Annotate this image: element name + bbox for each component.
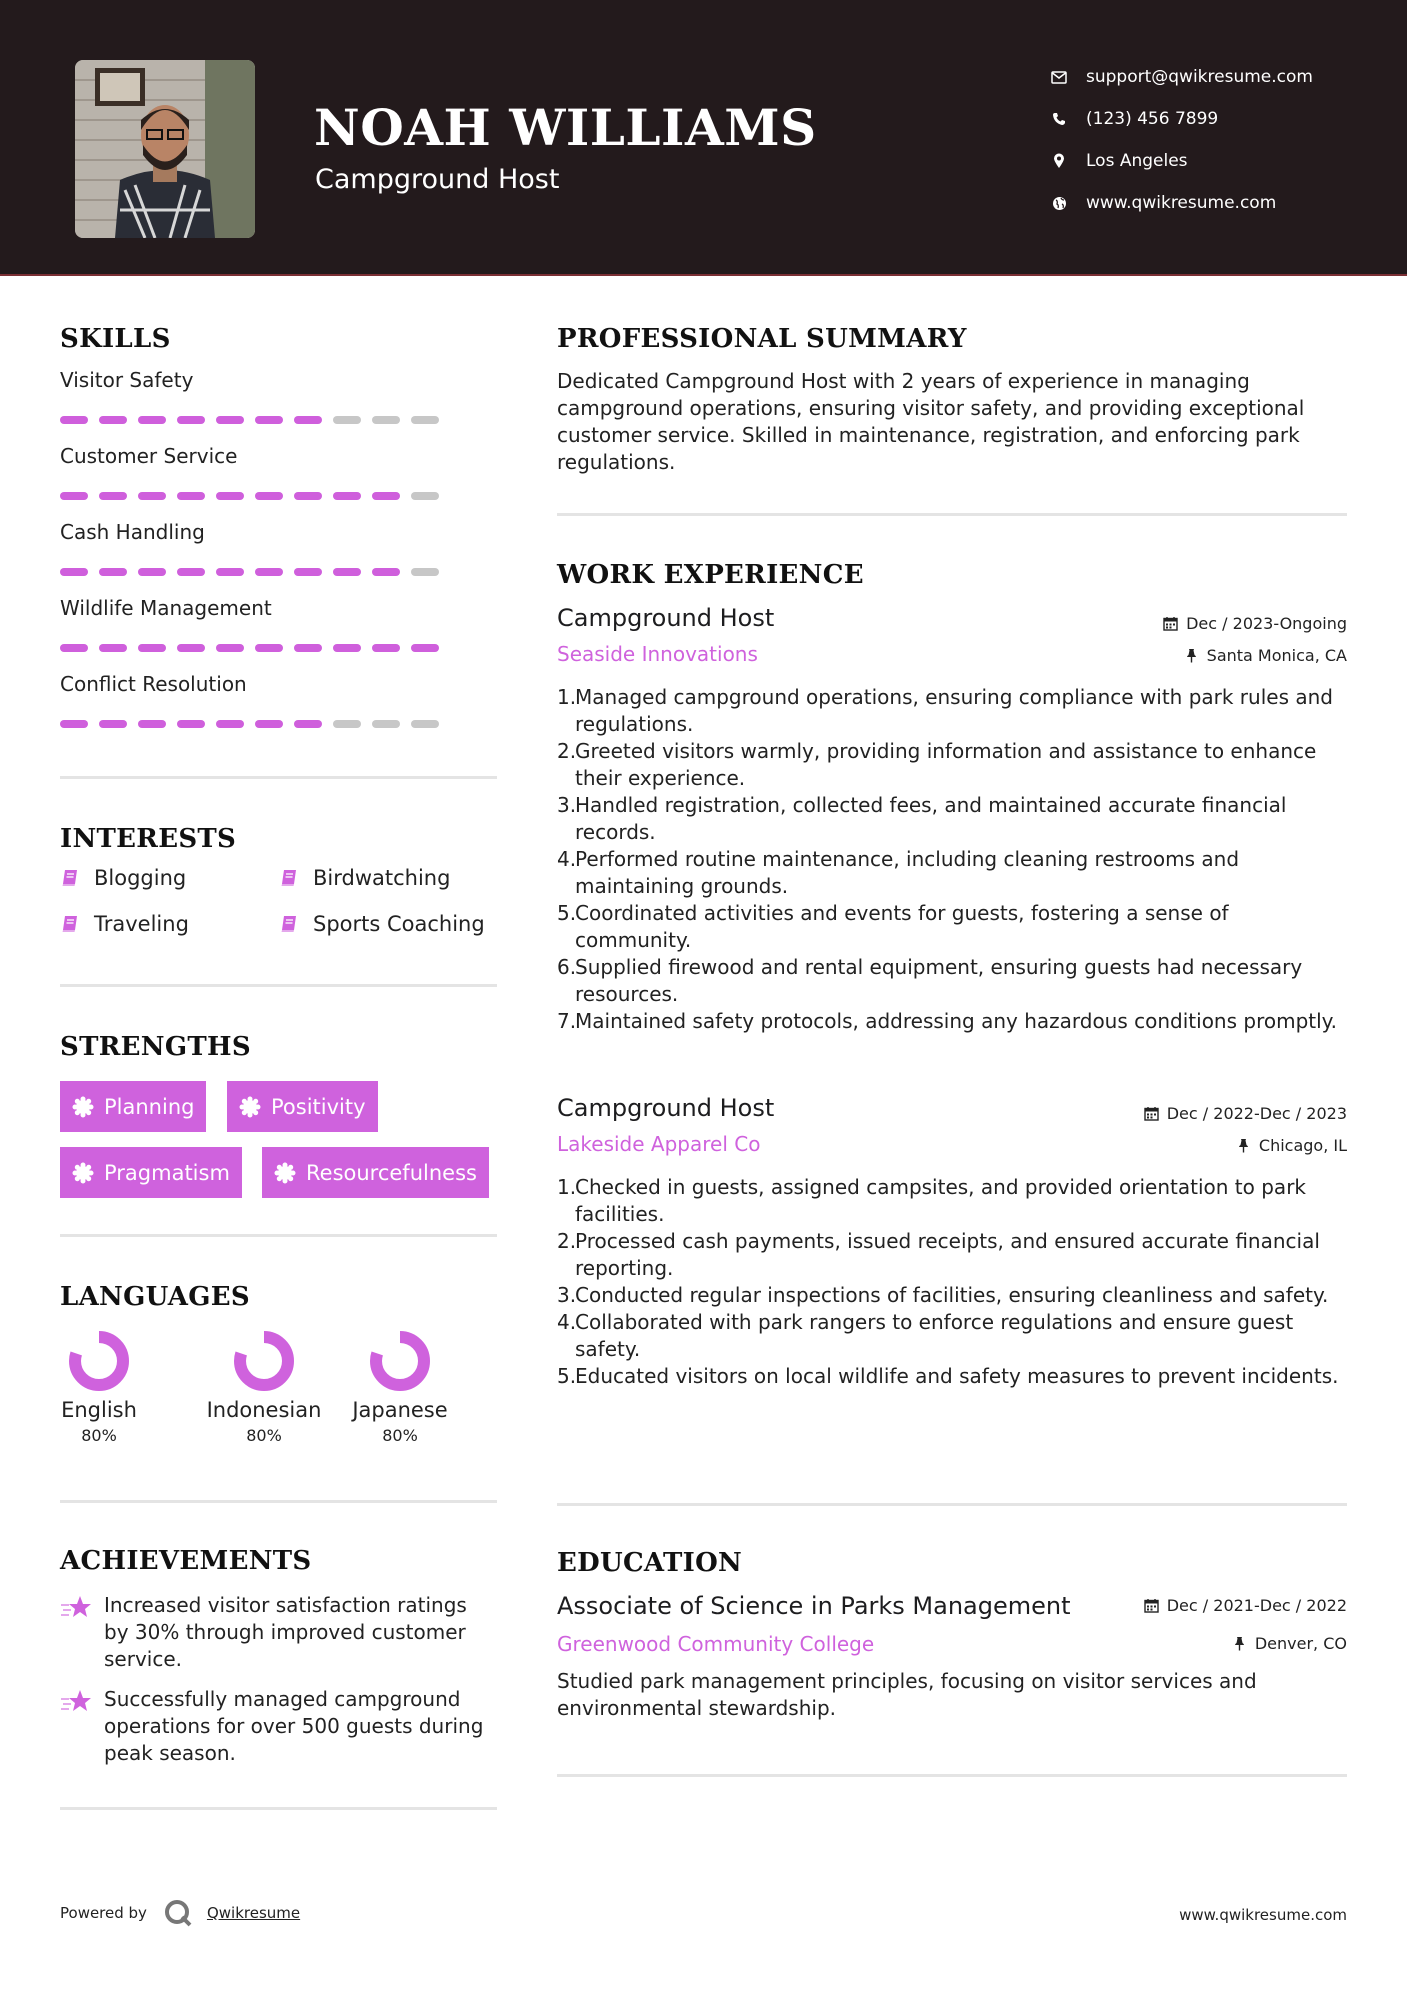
- skill-item: [60, 672, 497, 728]
- bullet-number: 4.: [557, 847, 577, 871]
- skill-level-segment: [138, 492, 166, 500]
- skill-level-segment: [138, 720, 166, 728]
- calendar-icon: [1144, 1598, 1159, 1613]
- contact-phone[interactable]: [1050, 98, 1313, 140]
- skill-level-segment: [60, 492, 88, 500]
- job-location: [1184, 646, 1347, 665]
- interest-item: [60, 912, 189, 936]
- bullet-number: 4.: [557, 1310, 577, 1334]
- candidate-role: Campground Host: [315, 164, 560, 195]
- divider: [60, 984, 497, 987]
- skill-level-bar: [60, 720, 497, 728]
- skill-level-bar: [60, 416, 497, 424]
- job-bullet: [557, 1228, 1347, 1282]
- bullet-number: 1.: [557, 1175, 577, 1199]
- contact-email[interactable]: [1050, 56, 1313, 98]
- job-date-text: Dec / 2022-Dec / 2023: [1166, 1104, 1347, 1123]
- skill-level-segment: [294, 644, 322, 652]
- job-date: [1163, 614, 1347, 633]
- bullet-text: Greeted visitors warmly, providing information and assistance to enhance their experience.: [575, 739, 1317, 790]
- interest-label: Birdwatching: [313, 866, 451, 890]
- skill-level-segment: [99, 644, 127, 652]
- skill-level-segment: [138, 568, 166, 576]
- job-bullet: [557, 1008, 1347, 1035]
- language-percent: 80%: [246, 1426, 282, 1445]
- divider: [60, 1234, 497, 1237]
- skill-level-segment: [333, 720, 361, 728]
- job-title: Campground Host: [557, 1094, 775, 1122]
- footer-powered: [60, 1898, 300, 1928]
- skill-level-segment: [294, 416, 322, 424]
- skill-level-segment: [138, 416, 166, 424]
- candidate-name: NOAH WILLIAMS: [314, 98, 817, 157]
- interest-item: [279, 912, 485, 936]
- resume-header: [0, 0, 1407, 276]
- contact-location-text: Los Angeles: [1086, 151, 1188, 171]
- skill-level-segment: [99, 720, 127, 728]
- language-progress-ring: [369, 1330, 431, 1392]
- strength-label: Pragmatism: [104, 1160, 230, 1185]
- job-date: [1144, 1104, 1347, 1123]
- job-location: [1236, 1136, 1347, 1155]
- skill-level-segment: [372, 720, 400, 728]
- bullet-text: Performed routine maintenance, including cleaning restrooms and maintaining grounds.: [575, 847, 1240, 898]
- strengths-title: STRENGTHS: [60, 1032, 251, 1062]
- language-item: [350, 1330, 450, 1445]
- bullet-text: Conducted regular inspections of facilities, ensuring cleanliness and safety.: [575, 1283, 1329, 1307]
- star-icon: [60, 1594, 94, 1622]
- calendar-icon: [1144, 1106, 1159, 1121]
- globe-icon: [1050, 194, 1068, 212]
- interest-label: Sports Coaching: [313, 912, 485, 936]
- skill-level-bar: [60, 644, 497, 652]
- contact-list: [1050, 56, 1313, 224]
- job-bullet: [557, 1282, 1347, 1309]
- skill-name: Visitor Safety: [60, 368, 194, 392]
- book-icon: [279, 868, 299, 888]
- interest-label: Traveling: [94, 912, 189, 936]
- skill-level-segment: [411, 568, 439, 576]
- skill-level-segment: [372, 492, 400, 500]
- divider: [557, 513, 1347, 516]
- bullet-text: Educated visitors on local wildlife and safety measures to prevent incidents.: [575, 1364, 1339, 1388]
- interest-label: Blogging: [94, 866, 187, 890]
- bullet-text: Collaborated with park rangers to enforce regulations and ensure guest safety.: [575, 1310, 1294, 1361]
- language-progress-arc: [75, 1337, 123, 1385]
- school-name: Greenwood Community College: [557, 1632, 875, 1656]
- badge-icon: [239, 1096, 261, 1118]
- skill-level-bar: [60, 568, 497, 576]
- language-name: English: [61, 1398, 137, 1422]
- job-location-text: Santa Monica, CA: [1206, 646, 1347, 665]
- powered-by-text: Powered by: [60, 1904, 147, 1922]
- skill-level-segment: [333, 568, 361, 576]
- badge-icon: [72, 1096, 94, 1118]
- divider: [557, 1774, 1347, 1777]
- skill-level-segment: [60, 720, 88, 728]
- bullet-number: 7.: [557, 1009, 577, 1033]
- skill-level-segment: [216, 568, 244, 576]
- skill-level-segment: [216, 720, 244, 728]
- skill-level-segment: [372, 568, 400, 576]
- pin-icon: [1236, 1138, 1251, 1153]
- language-percent: 80%: [81, 1426, 117, 1445]
- job-bullets: [557, 1174, 1347, 1390]
- qwikresume-logo-icon: [163, 1898, 193, 1928]
- strength-label: Planning: [104, 1094, 195, 1119]
- language-name: Japanese: [352, 1398, 448, 1422]
- skill-name: Conflict Resolution: [60, 672, 247, 696]
- contact-website[interactable]: [1050, 182, 1313, 224]
- language-percent: 80%: [382, 1426, 418, 1445]
- bullet-number: 2.: [557, 739, 577, 763]
- company-name: Seaside Innovations: [557, 642, 758, 666]
- skill-level-segment: [216, 416, 244, 424]
- skill-level-segment: [294, 492, 322, 500]
- achievement-text: Successfully managed campground operations for over 500 guests during peak season.: [104, 1687, 484, 1765]
- calendar-icon: [1163, 616, 1178, 631]
- skill-level-segment: [333, 644, 361, 652]
- skill-level-segment: [60, 568, 88, 576]
- skill-level-segment: [177, 720, 205, 728]
- job-location-text: Chicago, IL: [1258, 1136, 1347, 1155]
- interests-title: INTERESTS: [60, 824, 237, 854]
- language-progress-arc: [376, 1337, 424, 1385]
- strength-chip: [227, 1081, 378, 1132]
- skill-level-segment: [255, 568, 283, 576]
- contact-website-text: www.qwikresume.com: [1086, 193, 1277, 213]
- skill-level-segment: [99, 568, 127, 576]
- brand-link[interactable]: Qwikresume: [206, 1904, 301, 1922]
- bullet-text: Maintained safety protocols, addressing any hazardous conditions promptly.: [575, 1009, 1338, 1033]
- skill-item: [60, 520, 497, 576]
- job-bullet: [557, 954, 1347, 1008]
- bullet-number: 2.: [557, 1229, 577, 1253]
- skill-level-segment: [294, 568, 322, 576]
- book-icon: [279, 914, 299, 934]
- bullet-number: 1.: [557, 685, 577, 709]
- job-bullet: [557, 1363, 1347, 1390]
- bullet-number: 5.: [557, 901, 577, 925]
- skill-item: [60, 368, 497, 424]
- badge-icon: [72, 1162, 94, 1184]
- company-name: Lakeside Apparel Co: [557, 1132, 761, 1156]
- skill-level-segment: [60, 644, 88, 652]
- phone-icon: [1050, 110, 1068, 128]
- language-progress-ring: [68, 1330, 130, 1392]
- education-text: Studied park management principles, focusing on visitor services and environmental stewardship.: [557, 1669, 1257, 1720]
- languages-title: LANGUAGES: [60, 1282, 250, 1312]
- education-location: [1232, 1634, 1347, 1653]
- bullet-number: 3.: [557, 1283, 577, 1307]
- interest-item: [279, 866, 450, 890]
- skill-level-segment: [99, 492, 127, 500]
- divider: [60, 776, 497, 779]
- footer-url[interactable]: www.qwikresume.com: [1179, 1906, 1347, 1924]
- skill-level-segment: [60, 416, 88, 424]
- achievement-item: [60, 1686, 497, 1767]
- job-bullet: [557, 792, 1347, 846]
- badge-icon: [274, 1162, 296, 1184]
- experience-title: WORK EXPERIENCE: [557, 560, 864, 590]
- strength-label: Positivity: [271, 1094, 366, 1119]
- bullet-text: Checked in guests, assigned campsites, and provided orientation to park facilities.: [575, 1175, 1306, 1226]
- bullet-number: 5.: [557, 1364, 577, 1388]
- star-icon: [60, 1688, 94, 1716]
- skill-level-segment: [333, 492, 361, 500]
- job-title: Campground Host: [557, 604, 775, 632]
- language-name: Indonesian: [206, 1398, 322, 1422]
- skill-level-segment: [255, 416, 283, 424]
- skill-level-segment: [411, 720, 439, 728]
- language-item: [60, 1330, 138, 1445]
- pin-icon: [1232, 1636, 1247, 1651]
- achievement-item: [60, 1592, 497, 1673]
- divider: [60, 1500, 497, 1503]
- bullet-text: Supplied firewood and rental equipment, ensuring guests had necessary resources.: [575, 955, 1303, 1006]
- divider: [60, 1807, 497, 1810]
- skill-level-segment: [216, 492, 244, 500]
- job-bullet: [557, 1174, 1347, 1228]
- job-bullet: [557, 738, 1347, 792]
- skill-level-segment: [216, 644, 244, 652]
- skill-level-segment: [177, 644, 205, 652]
- bullet-number: 6.: [557, 955, 577, 979]
- skill-level-segment: [255, 492, 283, 500]
- profile-photo: [75, 60, 255, 238]
- interest-item: [60, 866, 186, 890]
- skills-title: SKILLS: [60, 324, 171, 354]
- education-location-text: Denver, CO: [1254, 1634, 1347, 1653]
- skill-level-segment: [255, 644, 283, 652]
- skill-level-segment: [411, 644, 439, 652]
- strength-chip: [60, 1147, 242, 1198]
- job-bullet: [557, 846, 1347, 900]
- skill-name: Cash Handling: [60, 520, 205, 544]
- job-bullet: [557, 1309, 1347, 1363]
- achievement-text: Increased visitor satisfaction ratings by 30% through improved customer service.: [104, 1593, 467, 1671]
- bullet-text: Managed campground operations, ensuring compliance with park rules and regulations.: [575, 685, 1333, 736]
- skill-level-segment: [99, 416, 127, 424]
- bullet-text: Coordinated activities and events for guests, fostering a sense of community.: [575, 901, 1229, 952]
- contact-email-text: support@qwikresume.com: [1086, 67, 1313, 87]
- skill-level-segment: [411, 416, 439, 424]
- envelope-icon: [1050, 68, 1068, 86]
- skill-level-bar: [60, 492, 497, 500]
- skill-level-segment: [411, 492, 439, 500]
- summary-text: Dedicated Campground Host with 2 years of experience in managing campground operations, ensuring visitor safety, and providing exceptional customer service. Skilled in maintenance, registration, and enforcing park regulations.: [557, 369, 1305, 474]
- skill-level-segment: [255, 720, 283, 728]
- strength-label: Resourcefulness: [306, 1160, 477, 1185]
- skill-level-segment: [138, 644, 166, 652]
- skill-item: [60, 444, 497, 500]
- skill-level-segment: [177, 568, 205, 576]
- skill-level-segment: [294, 720, 322, 728]
- achievements-title: ACHIEVEMENTS: [60, 1546, 312, 1576]
- skill-level-segment: [372, 416, 400, 424]
- language-progress-arc: [240, 1337, 288, 1385]
- skill-level-segment: [177, 492, 205, 500]
- strength-chip: [60, 1081, 206, 1132]
- language-progress-ring: [233, 1330, 295, 1392]
- bullet-text: Handled registration, collected fees, and maintained accurate financial records.: [575, 793, 1287, 844]
- job-bullet: [557, 684, 1347, 738]
- bullet-number: 3.: [557, 793, 577, 817]
- education-date-text: Dec / 2021-Dec / 2022: [1166, 1596, 1347, 1615]
- contact-location: [1050, 140, 1313, 182]
- skill-item: [60, 596, 497, 652]
- education-title: EDUCATION: [557, 1548, 743, 1578]
- skill-level-segment: [372, 644, 400, 652]
- education-date: [1144, 1596, 1347, 1615]
- job-bullet: [557, 900, 1347, 954]
- pin-icon: [1184, 648, 1199, 663]
- skill-level-segment: [177, 416, 205, 424]
- job-bullets: [557, 684, 1347, 1035]
- divider: [557, 1503, 1347, 1506]
- skill-name: Wildlife Management: [60, 596, 272, 620]
- language-item: [205, 1330, 323, 1445]
- job-date-text: Dec / 2023-Ongoing: [1186, 614, 1347, 633]
- book-icon: [60, 914, 80, 934]
- summary-title: PROFESSIONAL SUMMARY: [557, 324, 967, 354]
- skill-name: Customer Service: [60, 444, 238, 468]
- bullet-text: Processed cash payments, issued receipts, and ensured accurate financial reporting.: [575, 1229, 1320, 1280]
- skill-level-segment: [333, 416, 361, 424]
- degree-title: Associate of Science in Parks Management: [557, 1592, 1071, 1620]
- contact-phone-text: (123) 456 7899: [1086, 109, 1219, 129]
- strength-chip: [262, 1147, 489, 1198]
- book-icon: [60, 868, 80, 888]
- location-pin-icon: [1050, 152, 1068, 170]
